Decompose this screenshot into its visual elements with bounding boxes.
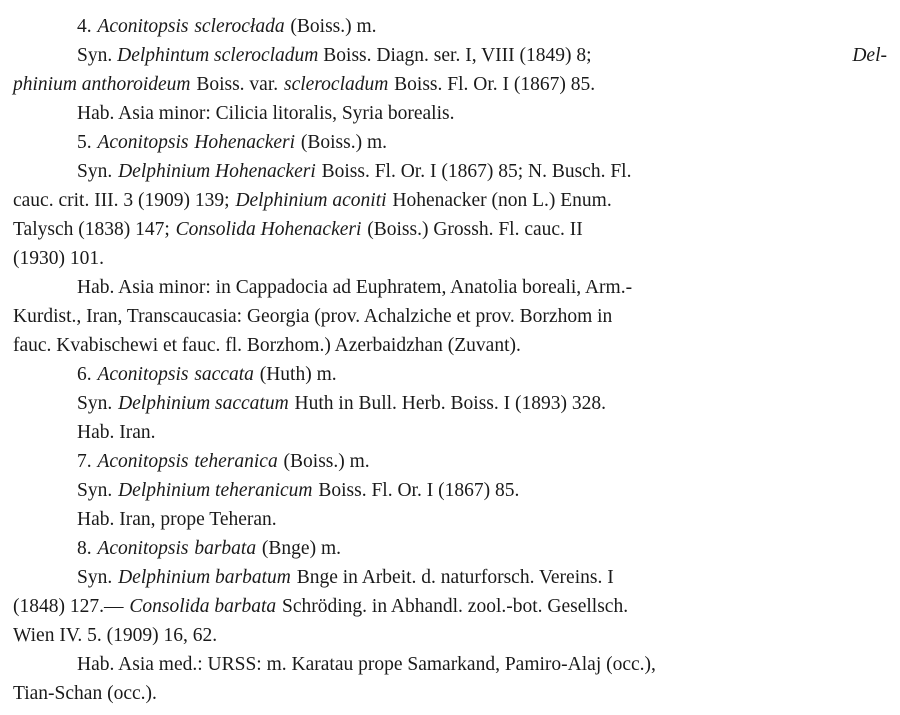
entry-7-syn-line-1: Syn. Delphinium teheranicum Boiss. Fl. Or. I (1867) 85.	[77, 480, 520, 501]
entry-5-hab-line-1: Hab. Asia minor: in Cappadocia ad Euphratem, Anatolia boreali, Arm.-	[77, 277, 633, 298]
entry-4-syn-line-1: Syn. Delphintum sclerocladum Boiss. Diagn. ser. I, VIII (1849) 8; Del-	[77, 45, 887, 66]
entry-8-syn-line-2: (1848) 127.— Consolida barbata Schröding. in Abhandl. zool.-bot. Gesellsch.	[13, 596, 629, 617]
entry-6-hab: Hab. Iran.	[77, 422, 156, 443]
entry-7-heading: 7. Aconitopsis teheranica (Boiss.) m.	[77, 451, 370, 472]
entry-4-hab: Hab. Asia minor: Cilicia litoralis, Syria borealis.	[77, 103, 455, 124]
entry-4-heading: 4. Aconitopsis sclerocłada (Boiss.) m.	[77, 16, 377, 37]
entry-8-heading: 8. Aconitopsis barbata (Bnge) m.	[77, 538, 341, 559]
entry-4-syn-line-2: phinium anthoroideum Boiss. var. sclerocladum Boiss. Fl. Or. I (1867) 85.	[13, 74, 596, 95]
entry-8-hab-line-2: Tian-Schan (occ.).	[13, 683, 157, 704]
entry-5-hab-line-3: fauc. Kvabischewi et fauc. fl. Borzhom.) Azerbaidzhan (Zuvant).	[13, 335, 521, 356]
entry-5-syn-line-1: Syn. Delphinium Hohenackeri Boiss. Fl. Or. I (1867) 85; N. Busch. Fl.	[77, 161, 632, 182]
entry-5-heading: 5. Aconitopsis Hohenackeri (Boiss.) m.	[77, 132, 388, 153]
entry-6-syn-line-1: Syn. Delphinium saccatum Huth in Bull. Herb. Boiss. I (1893) 328.	[77, 393, 606, 414]
entry-5-syn-line-4: (1930) 101.	[13, 248, 104, 269]
entry-8-hab-line-1: Hab. Asia med.: URSS: m. Karatau prope Samarkand, Pamiro-Alaj (occ.),	[77, 654, 656, 675]
entry-8-syn-line-1: Syn. Delphinium barbatum Bnge in Arbeit. d. naturforsch. Vereins. I	[77, 567, 614, 588]
entry-5-syn-line-3: Talysch (1838) 147; Consolida Hohenackeri (Boiss.) Grossh. Fl. cauc. II	[13, 219, 583, 240]
entry-6-heading: 6. Aconitopsis saccata (Huth) m.	[77, 364, 337, 385]
entry-7-hab: Hab. Iran, prope Teheran.	[77, 509, 277, 530]
entry-5-hab-line-2: Kurdist., Iran, Transcaucasia: Georgia (prov. Achalziche et prov. Borzhom in	[13, 306, 613, 327]
entry-8-syn-line-3: Wien IV. 5. (1909) 16, 62.	[13, 625, 218, 646]
entry-5-syn-line-2: cauc. crit. III. 3 (1909) 139; Delphinium aconiti Hohenacker (non L.) Enum.	[13, 190, 612, 211]
